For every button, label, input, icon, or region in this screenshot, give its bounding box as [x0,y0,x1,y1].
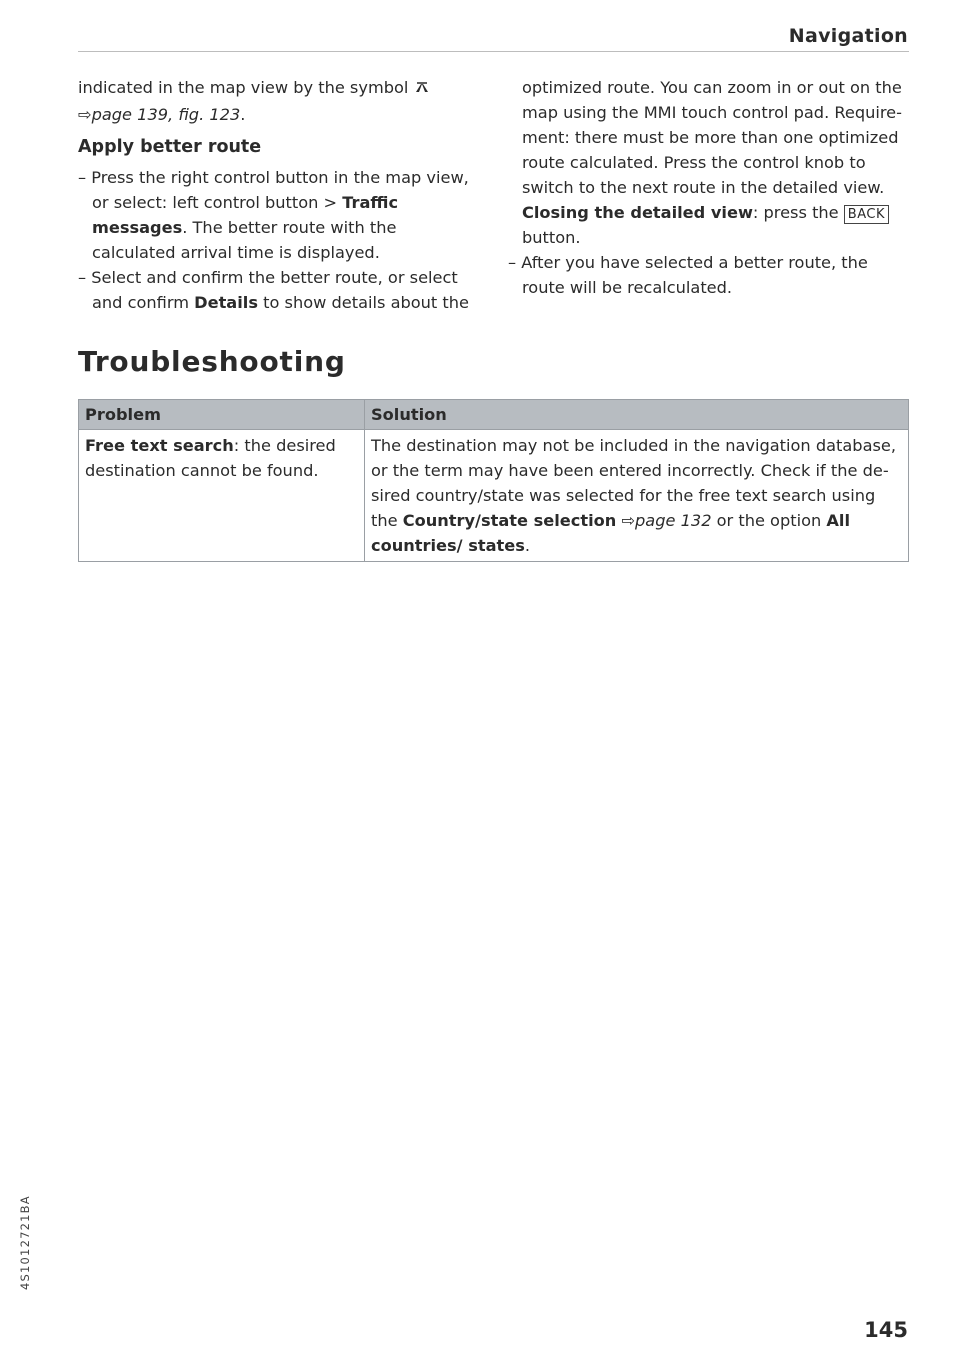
solution-bold-term: All countries/ states [371,511,851,555]
continued-paragraph [508,75,908,250]
bullet-dash: – [78,168,87,187]
bullet-bold-term: Traffic messages [92,193,399,237]
problem-text: : the desired destination cannot be found. [85,436,336,480]
bullet-dash: – [508,253,517,272]
table-header-row [79,400,909,430]
table-row [79,430,909,562]
bullet-text: Select and confirm the better route, or select and confirm [91,268,458,312]
solution-text: The destination may not be included in the navigation database, or the term may have been entered incorrectly. Check if the desired country/state was selected for the free text search using the [371,436,897,530]
bullet-text: Press the right control button in the map view, or select: left control button > [91,168,469,212]
page-ref-arrow-icon: ⇨ [78,105,92,124]
page-reference-link[interactable]: page 139, fig. 123 [91,105,241,124]
page-number: 145 [864,1318,908,1342]
intro-period: . [240,105,246,124]
table-header-solution: Solution [365,400,909,430]
bullet-text: to show details about the [257,293,469,312]
bullet-bold-term: Details [194,293,258,312]
solution-period: . [524,536,531,555]
problem-cell [79,430,365,562]
problem-bold-term: Free text search [85,436,234,455]
section-title-troubleshooting: Troubleshooting [78,345,346,378]
bullet-item [508,250,908,300]
closing-detailed-view-label: Closing the detailed view [522,203,753,222]
bullet-dash: – [78,268,87,287]
left-column [78,75,478,315]
troubleshooting-table [78,399,909,562]
solution-cell [365,430,909,562]
intro-paragraph [78,75,478,127]
right-column [508,75,908,300]
intro-text: indicated in the map view by the symbol [78,78,409,97]
document-code: 4S1012721BA [18,1195,32,1290]
section-header-title: Navigation [788,25,908,47]
bullet-text: . The better route with the calculated arrival time is displayed. [92,218,397,262]
bullet-item [78,165,478,265]
page-reference-link[interactable]: page 132 [635,511,712,530]
page-ref-arrow-icon: ⇨ [621,511,636,530]
closing-text: : press the [752,203,844,222]
solution-bold-term: Country/state selection [402,511,617,530]
solution-text: or the option [711,511,827,530]
closing-text: button. [522,228,581,247]
traffic-symbol-icon [414,82,430,97]
header-divider [78,51,909,52]
subheading-apply-better-route: Apply better route [78,137,262,157]
bullet-item [78,265,478,315]
continued-text: optimized route. You can zoom in or out on the map using the MMI touch control pad. Requirement: there must be more than one optimized route calculated. Press the control knob to switch to the next route in the detailed view. [522,78,902,197]
bullet-text: After you have selected a better route, the route will be recalculated. [521,253,868,297]
table-header-problem: Problem [79,400,365,430]
back-key-label: BACK [844,205,889,224]
